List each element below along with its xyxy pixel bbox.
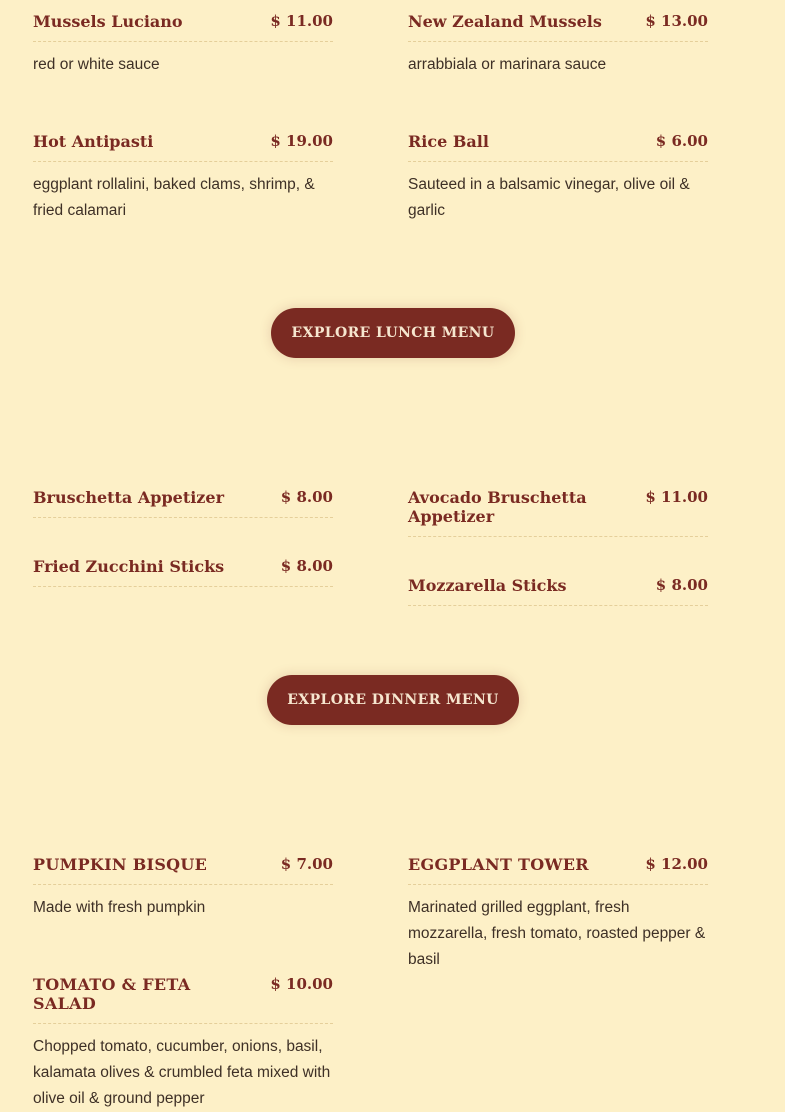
menu-item-price: $ 13.00: [645, 12, 708, 30]
menu-item-name: PUMPKIN BISQUE: [33, 855, 208, 874]
menu-item: [33, 855, 333, 921]
menu-item-header: [408, 488, 708, 537]
menu-item: [408, 132, 708, 224]
menu-item-price: $ 11.00: [270, 12, 333, 30]
specials-menu-section: [0, 840, 785, 1107]
menu-item-description: Sauteed in a balsamic vinegar, olive oil & garlic: [408, 176, 690, 219]
menu-item: [33, 12, 333, 78]
menu-item-header: [408, 855, 708, 885]
menu-item-name: Bruschetta Appetizer: [33, 488, 224, 507]
menu-item: [33, 557, 333, 587]
menu-item-header: [33, 557, 333, 587]
menu-item-price: $ 12.00: [645, 855, 708, 873]
explore-lunch-menu-button[interactable]: EXPLORE LUNCH MENU: [271, 308, 515, 358]
menu-item: [408, 576, 708, 606]
menu-item: [33, 132, 333, 224]
menu-item-price: $ 8.00: [280, 557, 333, 575]
menu-item-price: $ 8.00: [280, 488, 333, 506]
menu-item-header: [408, 132, 708, 162]
menu-item-name: Mozzarella Sticks: [408, 576, 567, 595]
menu-item-price: $ 19.00: [270, 132, 333, 150]
menu-item-name: Hot Antipasti: [33, 132, 154, 151]
menu-item-price: $ 6.00: [655, 132, 708, 150]
menu-item-header: [408, 12, 708, 42]
menu-item-header: [408, 576, 708, 606]
menu-item-description: Chopped tomato, cucumber, onions, basil, kalamata olives & crumbled feta mixed with olive oil & ground pepper: [33, 1038, 331, 1107]
menu-item-name: TOMATO & FETA SALAD: [33, 975, 191, 1013]
menu-item-name: Avocado Bruschetta Appetizer: [408, 488, 587, 526]
menu-item-description: red or white sauce: [33, 56, 160, 73]
lunch-menu-section: [0, 0, 785, 380]
menu-item-header: [33, 975, 333, 1024]
menu-item-header: [33, 488, 333, 518]
menu-item: [408, 12, 708, 78]
menu-item: [408, 855, 708, 973]
menu-item-header: [33, 132, 333, 162]
menu-item-price: $ 8.00: [655, 576, 708, 594]
menu-item-name: EGGPLANT TOWER: [408, 855, 589, 874]
explore-dinner-menu-button[interactable]: EXPLORE DINNER MENU: [267, 675, 519, 725]
menu-item-price: $ 10.00: [270, 975, 333, 993]
menu-item-description: Made with fresh pumpkin: [33, 899, 206, 916]
menu-item: [408, 488, 708, 537]
menu-item-header: [33, 855, 333, 885]
menu-item: [33, 975, 333, 1112]
menu-item-name: New Zealand Mussels: [408, 12, 602, 31]
menu-item-price: $ 7.00: [280, 855, 333, 873]
menu-item-name: Fried Zucchini Sticks: [33, 557, 225, 576]
menu-item-description: Marinated grilled eggplant, fresh mozzarella, fresh tomato, roasted pepper & basil: [408, 899, 706, 968]
menu-item-description: eggplant rollalini, baked clams, shrimp, & fried calamari: [33, 176, 315, 219]
menu-item-price: $ 11.00: [645, 488, 708, 506]
menu-item-description: arrabbiala or marinara sauce: [408, 56, 607, 73]
menu-item-name: Mussels Luciano: [33, 12, 183, 31]
dinner-menu-section: [0, 480, 785, 740]
menu-item: [33, 488, 333, 518]
menu-item-header: [33, 12, 333, 42]
menu-item-name: Rice Ball: [408, 132, 489, 151]
